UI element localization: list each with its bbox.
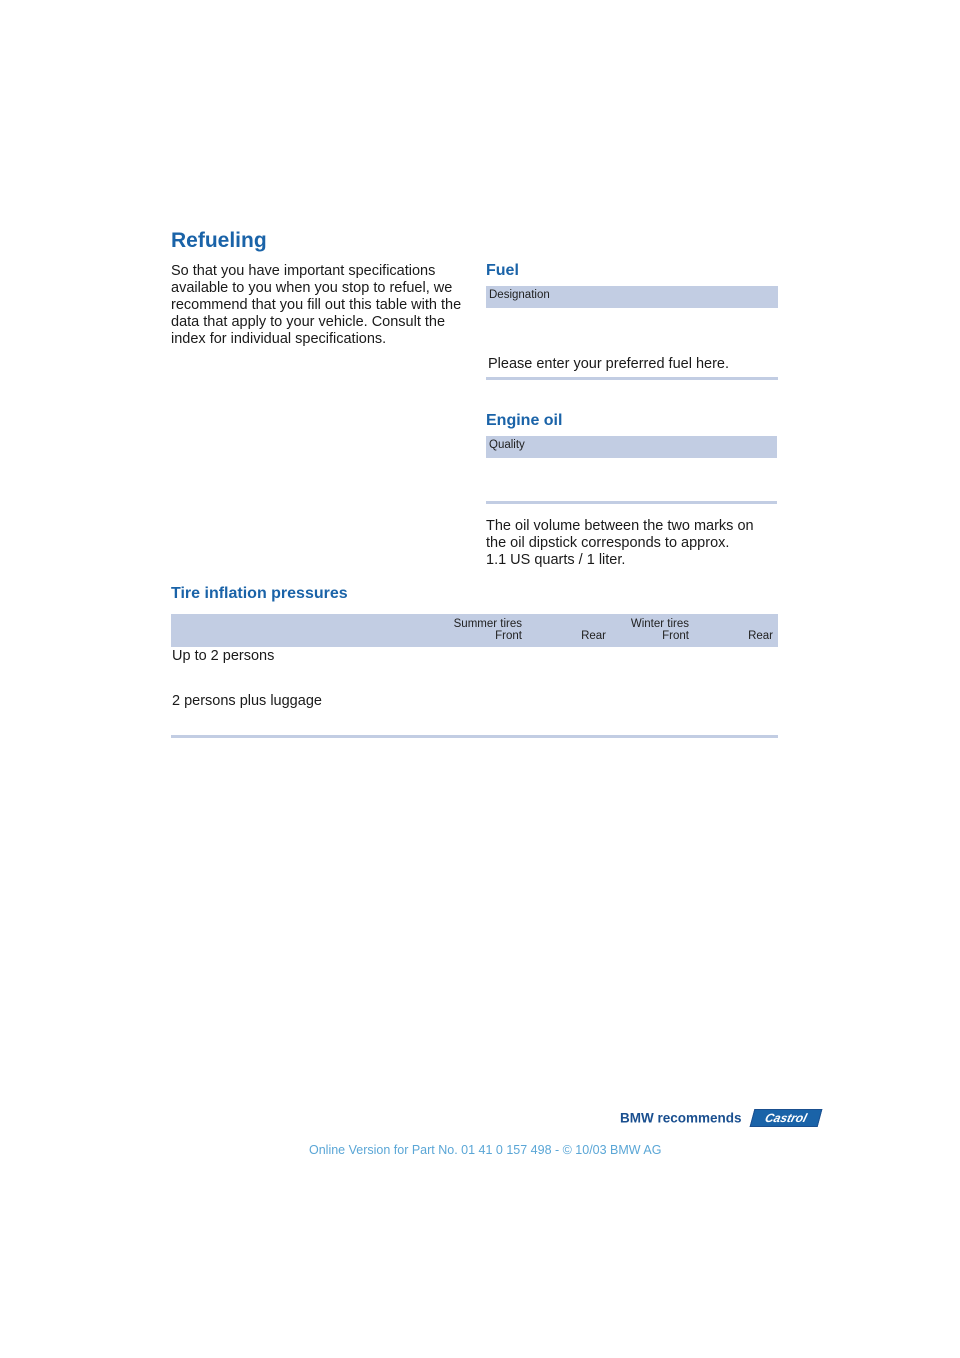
winter-tires-label: Winter tires: [630, 618, 689, 630]
fuel-note: Please enter your preferred fuel here.: [488, 356, 729, 372]
fuel-designation-label: Designation: [489, 289, 550, 301]
fuel-rule: [486, 377, 778, 380]
bmw-recommends-logo: [620, 1109, 820, 1129]
tire-table-header: [171, 614, 778, 647]
online-version-footer: Online Version for Part No. 01 41 0 157 498 - © 10/03 BMW AG: [309, 1143, 662, 1157]
engine-oil-quality-label: Quality: [489, 439, 525, 451]
intro-paragraph: So that you have important specifications available to you when you stop to refuel, we recommend that you fill out this table with the data that apply to your vehicle. Consult the index for individual specifications.: [171, 263, 462, 347]
bmw-recommends-text: BMW recommends: [620, 1110, 742, 1126]
engine-oil-rule: [486, 501, 777, 504]
fuel-designation-bar: [486, 286, 778, 308]
winter-front-label: Front: [662, 630, 689, 642]
fuel-heading: Fuel: [486, 262, 519, 279]
summer-front-label: Front: [495, 630, 522, 642]
engine-oil-note-line: 1.1 US quarts / 1 liter.: [486, 552, 626, 568]
engine-oil-note: [486, 518, 786, 569]
winter-rear-label: Rear: [748, 630, 773, 642]
tire-pressure-heading: Tire inflation pressures: [171, 585, 348, 602]
engine-oil-heading: Engine oil: [486, 412, 563, 429]
tire-row-label: 2 persons plus luggage: [172, 693, 322, 709]
engine-oil-quality-bar: [486, 436, 777, 458]
tire-row-label: Up to 2 persons: [172, 648, 275, 664]
summer-tires-label: Summer tires: [453, 618, 522, 630]
castrol-logo-icon: Castrol: [750, 1109, 823, 1127]
engine-oil-note-line: The oil volume between the two marks on: [486, 518, 754, 534]
page-title: Refueling: [171, 229, 267, 252]
tire-table-rule: [171, 735, 778, 738]
summer-rear-label: Rear: [581, 630, 606, 642]
engine-oil-note-line: the oil dipstick corresponds to approx.: [486, 535, 730, 551]
